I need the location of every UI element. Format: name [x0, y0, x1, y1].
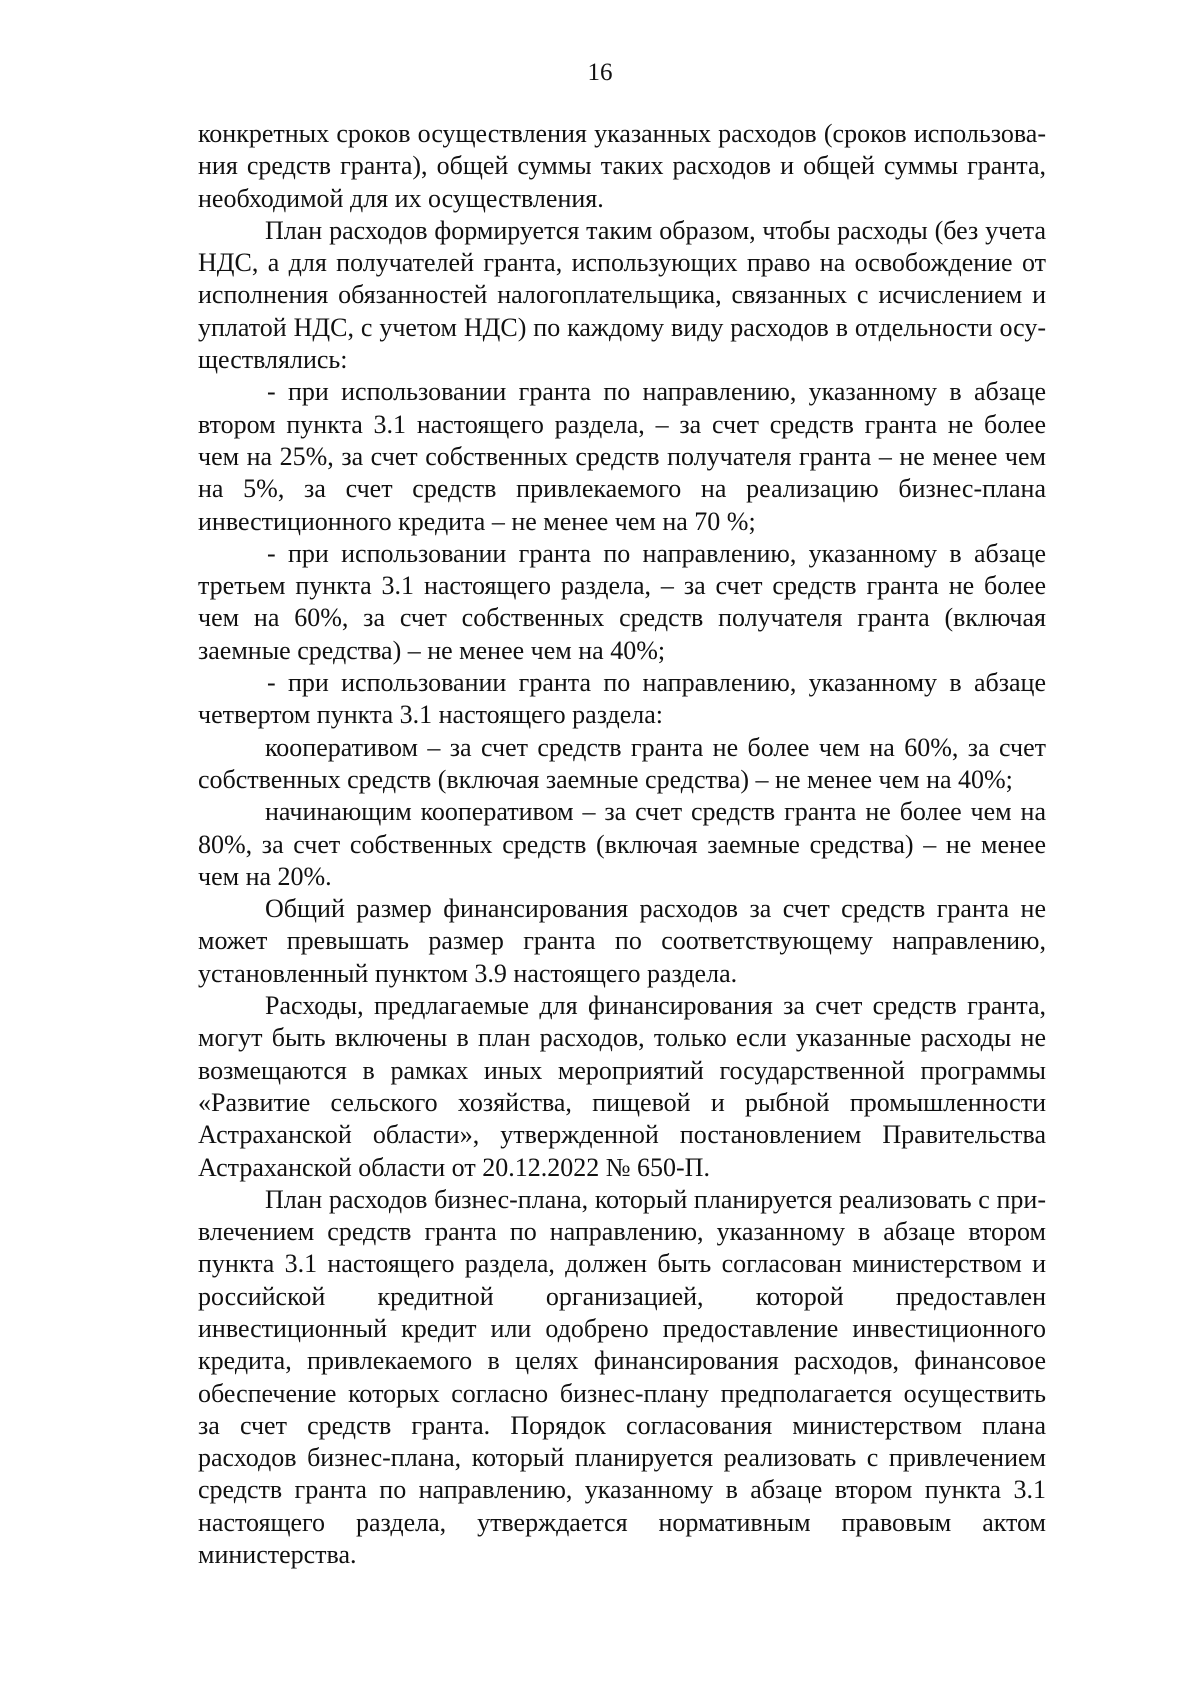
list-item-direction-4: - при использовании гранта по направлению, указанному в абзаце четвертом пункта 3.1 настоящего раздела: — [198, 668, 1046, 730]
paragraph-expense-plan: План расходов формируется таким образом, чтобы расходы (без учета НДС, а для получателей гранта, использующих право на освобождение от исполнения обязанностей налогоплательщика, связанных с исчислением и уплатой НДС, с учетом НДС) по каждому виду расходов в отдельности осуществлялись: — [198, 215, 1046, 375]
paragraph-eligible-expenses: Расходы, предлагаемые для финансирования за счет средств гранта, могут быть включены в план расходов, только если указанные расходы не возмещаются в рамках иных мероприятий государственной программы «Развитие сельского хозяйства, пищевой и рыбной промышленности Астраханской области», утвержденной постановлением Правительства Астраханской области от 20.12.2022 № 650-П. — [198, 991, 1046, 1182]
list-item-direction-3: - при использовании гранта по направлению, указанному в абзаце третьем пункта 3.1 настоящего раздела, – за счет средств гранта не более чем на 60%, за счет собственных средств получателя гранта (включая заемные средства) – не менее чем на 40%; — [198, 538, 1046, 665]
paragraph-plan-approval: План расходов бизнес-плана, который планируется реализовать с привлечением средств гранта по направлению, указанному в абзаце втором пункта 3.1 настоящего раздела, должен быть согласован министерством и российской кредитной организацией, которой предоставлен инвестиционный кредит или одобрено предоставление инвестиционного кредита, привлекаемого в целях финансирования расходов, финансовое обеспечение которых согласно бизнес-плану предполагается осуществить за счет средств гранта. Порядок согласования министерством плана расходов бизнес-плана, который планируется реализовать с привлечением средств гранта по направлению, указанному в абзаце втором пункта 3.1 настоящего раздела, утверждается нормативным правовым актом министерства. — [198, 1184, 1046, 1570]
paragraph-continuation: конкретных сроков осуществления указанных расходов (сроков использования средств гранта), общей суммы таких расходов и общей суммы гранта, необходимой для их осуществления. — [198, 119, 1046, 213]
document-body — [198, 118, 1046, 1571]
page-number: 16 — [587, 59, 613, 86]
list-item-direction-2: - при использовании гранта по направлению, указанному в абзаце втором пункта 3.1 настоящего раздела, – за счет средств гранта не более чем на 25%, за счет собственных средств получателя гранта – не менее чем на 5%, за счет средств привлекаемого на реализацию бизнес-плана инвестиционного кредита – не менее чем на 70 %; — [198, 377, 1046, 536]
sub-item-new-cooperative: начинающим кооперативом – за счет средств гранта не более чем на 80%, за счет собственных средств (включая заемные средства) – не менее чем на 20%. — [198, 797, 1046, 891]
paragraph-total-financing: Общий размер финансирования расходов за счет средств гранта не может превышать размер гранта по соответствующему направлению, установленный пунктом 3.9 настоящего раздела. — [198, 894, 1046, 988]
sub-item-cooperative: кооперативом – за счет средств гранта не более чем на 60%, за счет собственных средств (включая заемные средства) – не менее чем на 40%; — [198, 732, 1046, 794]
